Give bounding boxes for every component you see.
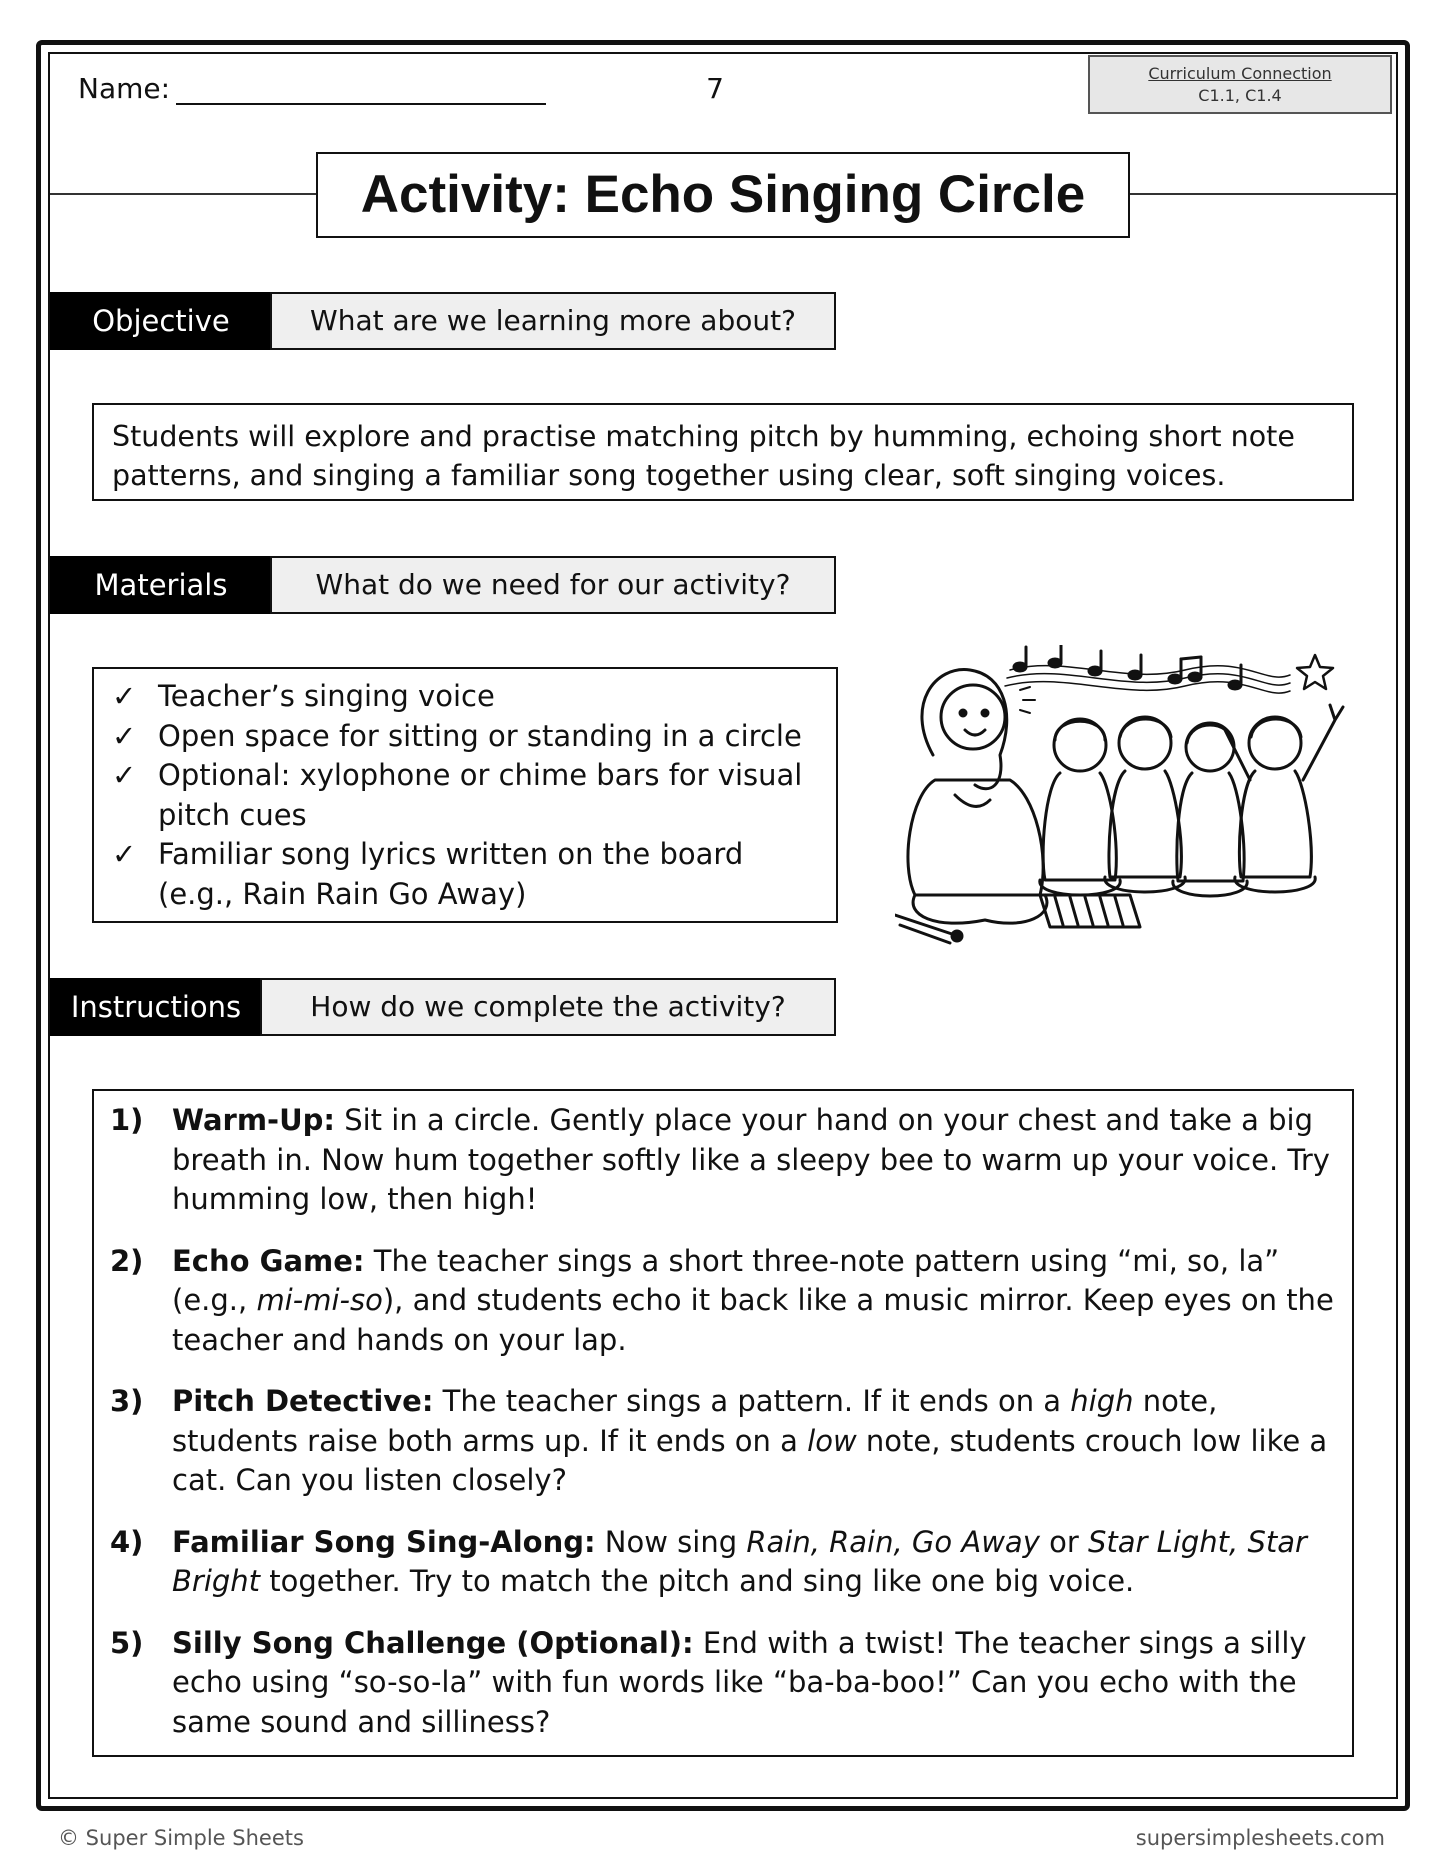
curriculum-connection-box (1088, 55, 1392, 114)
step-number: 1) (110, 1103, 144, 1137)
materials-box (92, 667, 838, 923)
objective-label: Objective (50, 292, 272, 350)
objective-box (92, 403, 1354, 501)
title-rule-left (50, 193, 318, 195)
instructions-box (92, 1089, 1354, 1757)
step-number: 4) (110, 1524, 144, 1559)
children-figures (1040, 705, 1343, 896)
materials-label: Materials (50, 556, 272, 614)
material-text: Optional: xylophone or chime bars for visual pitch cues (158, 758, 803, 832)
footer-copyright: © Super Simple Sheets (58, 1826, 304, 1850)
music-staff-icon (1005, 645, 1290, 693)
instruction-step (110, 1382, 1334, 1501)
material-text: Familiar song lyrics written on the board (e.g., Rain Rain Go Away) (158, 837, 744, 911)
materials-question: What do we need for our activity? (270, 556, 836, 614)
instruction-step (110, 1624, 1334, 1743)
page-number: 7 (706, 72, 724, 105)
list-item (112, 717, 826, 757)
check-icon: ✓ (112, 837, 137, 871)
objective-question: What are we learning more about? (270, 292, 836, 350)
footer-website-link[interactable]: supersimplesheets.com (1135, 1826, 1385, 1850)
check-icon: ✓ (112, 718, 137, 753)
step-text: Pitch Detective: The teacher sings a pattern. If it ends on a high note, students raise both arms up. If it ends on a low note, students crouch low like a cat. Can you listen closely? (172, 1384, 1328, 1497)
teacher-figure (908, 670, 1047, 924)
step-text: Warm-Up: Sit in a circle. Gently place your hand on your chest and take a big breath in. Now hum together softly like a sleepy bee to warm up your voice. Try humming low, then high! (172, 1103, 1330, 1216)
instruction-step (110, 1242, 1334, 1361)
check-icon: ✓ (112, 758, 137, 792)
list-item (112, 756, 826, 835)
curriculum-title: Curriculum Connection (1148, 64, 1332, 83)
name-line[interactable] (176, 75, 546, 105)
step-number: 5) (110, 1625, 144, 1660)
curriculum-codes: C1.1, C1.4 (1198, 86, 1282, 105)
instructions-list (94, 1091, 1352, 1742)
name-field[interactable] (78, 72, 546, 105)
check-icon: ✓ (112, 679, 137, 713)
singing-circle-illustration (895, 645, 1360, 945)
step-text: Silly Song Challenge (Optional): End with a twist! The teacher sings a silly echo using “so-so-la” with fun words like “ba-ba-boo!” Can you echo with the same sound and silliness? (172, 1625, 1307, 1739)
instructions-question: How do we complete the activity? (260, 978, 836, 1036)
list-item (112, 835, 826, 914)
title-rule-right (1128, 193, 1396, 195)
page-title: Activity: Echo Singing Circle (316, 152, 1130, 238)
materials-list (94, 669, 836, 920)
step-text: Echo Game: The teacher sings a short three-note pattern using “mi, so, la” (e.g., mi-mi-so), and students echo it back like a music mirror. Keep eyes on the teacher and hands on your lap. (172, 1243, 1334, 1357)
step-text: Familiar Song Sing-Along: Now sing Rain, Rain, Go Away or Star Light, Star Bright together. Try to match the pitch and sing like one big voice. (172, 1524, 1307, 1598)
objective-text: Students will explore and practise matching pitch by humming, echoing short note patterns, and singing a familiar song together using clear, soft singing voices. (112, 420, 1295, 492)
instruction-step (110, 1101, 1334, 1220)
instructions-label: Instructions (50, 978, 262, 1036)
name-label: Name: (78, 72, 171, 105)
step-number: 2) (110, 1243, 144, 1278)
material-text: Teacher’s singing voice (158, 679, 495, 713)
star-icon (1297, 655, 1333, 689)
step-number: 3) (110, 1384, 144, 1418)
list-item (112, 677, 826, 717)
material-text: Open space for sitting or standing in a circle (158, 718, 802, 753)
instruction-step (110, 1523, 1334, 1602)
